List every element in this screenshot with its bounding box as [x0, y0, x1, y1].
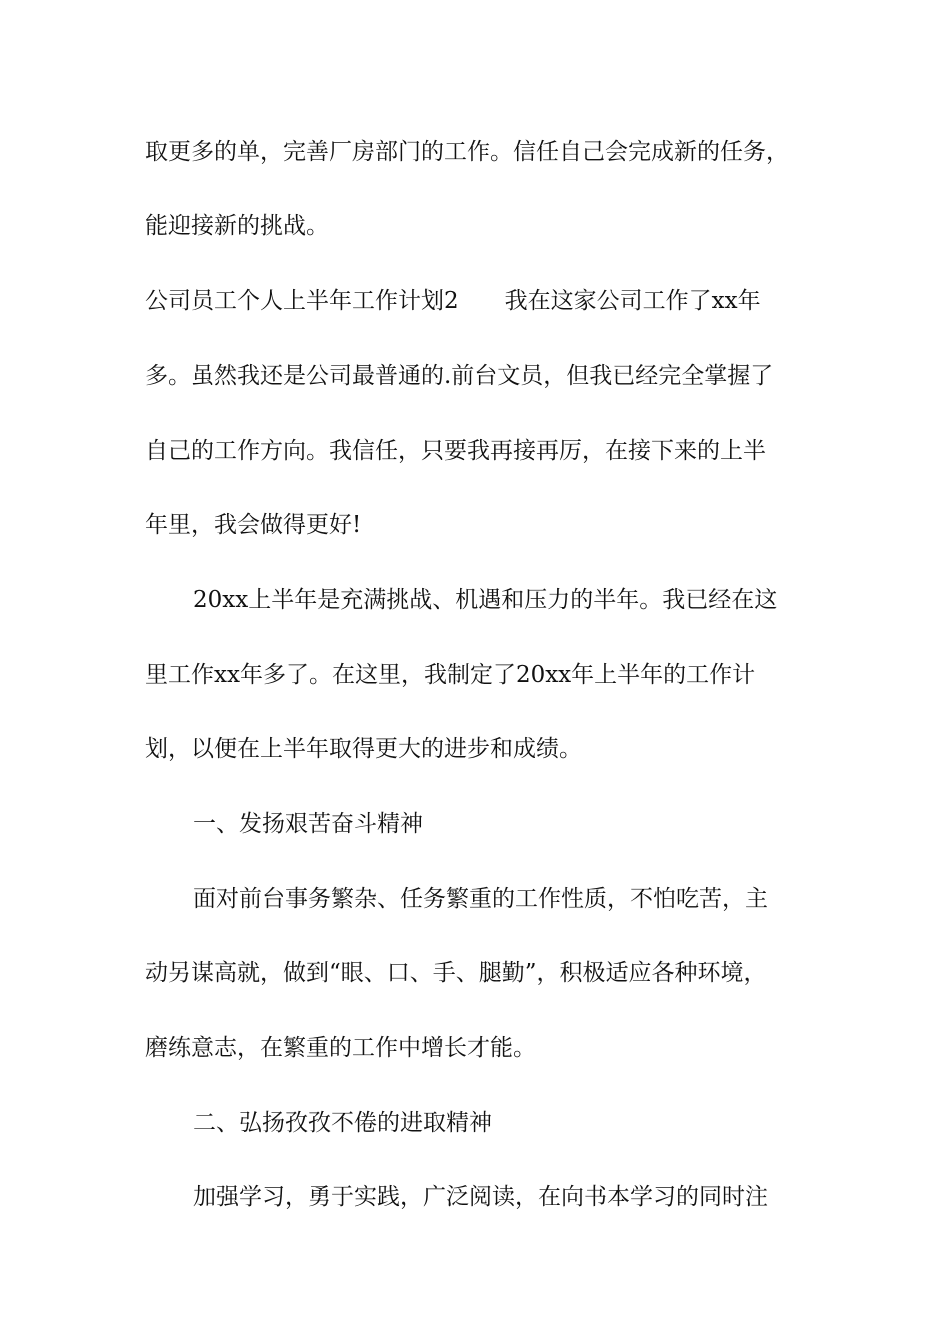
heading-two: 二、弘扬孜孜不倦的进取精神 — [193, 1110, 492, 1136]
text-line: 里工作xx年多了。在这里，我制定了20xx年上半年的工作计 — [145, 662, 756, 688]
section-title-line: 公司员工个人上半年工作计划2 我在这家公司工作了xx年 — [145, 288, 761, 314]
text-line: 年里，我会做得更好! — [145, 512, 362, 538]
text-line: 取更多的单，完善厂房部门的工作。信任自己会完成新的任务， — [145, 139, 789, 165]
heading-one: 一、发扬艰苦奋斗精神 — [193, 811, 423, 837]
text-line: 动另谋高就，做到“眼、口、手、腿勤”，积极适应各种环境， — [145, 960, 767, 986]
text-line: 划，以便在上半年取得更大的进步和成绩。 — [145, 736, 582, 762]
paragraph-start: 20xx上半年是充满挑战、机遇和压力的半年。我已经在这 — [193, 587, 778, 613]
paragraph-start: 面对前台事务繁杂、任务繁重的工作性质，不怕吃苦，主 — [193, 886, 768, 912]
paragraph-start: 加强学习，勇于实践，广泛阅读，在向书本学习的同时注 — [193, 1184, 768, 1210]
text-line: 磨练意志，在繁重的工作中增长才能。 — [145, 1035, 536, 1061]
text-line: 自己的工作方向。我信任，只要我再接再厉，在接下来的上半 — [145, 438, 766, 464]
text-line: 能迎接新的挑战。 — [145, 213, 329, 239]
text-line: 多。虽然我还是公司最普通的.前台文员，但我已经完全掌握了 — [145, 363, 774, 389]
